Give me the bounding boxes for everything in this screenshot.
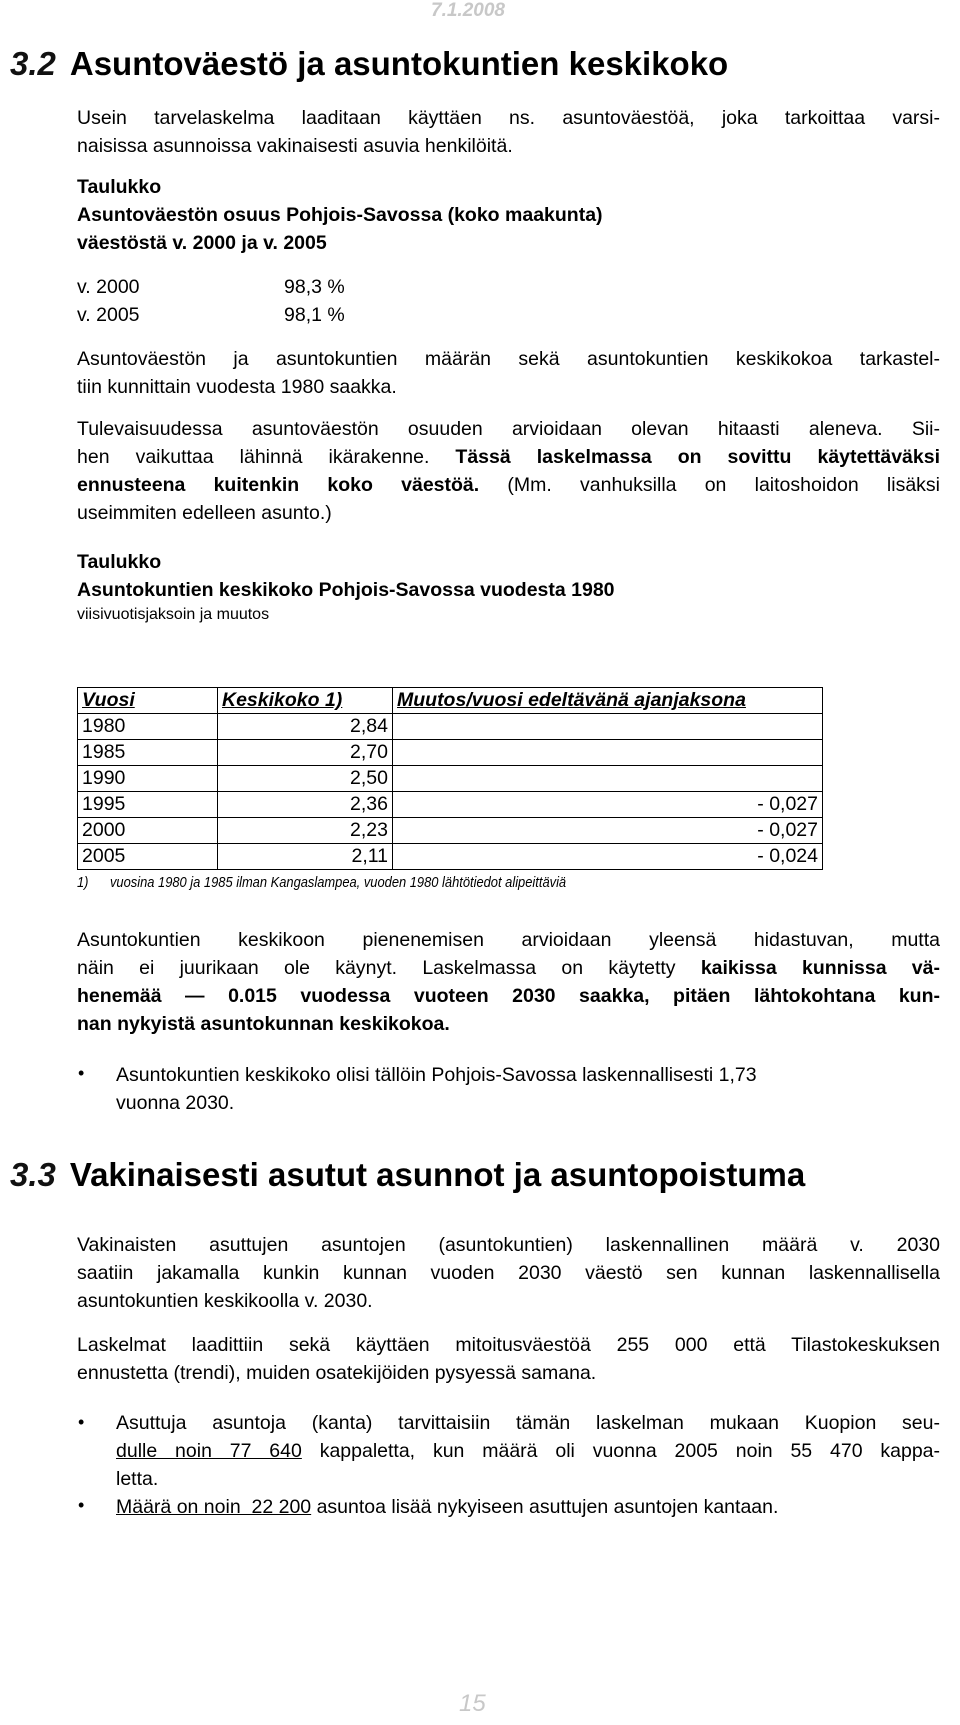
text-run: (Mm. vanhuksilla on laitoshoidon lisäksi: [479, 474, 941, 496]
bold-text-run: Tässä laskelmassa on sovittu käytettäväksi: [455, 446, 940, 468]
table-cell: - 0,024: [393, 844, 823, 870]
section-title: Asuntoväestö ja asuntokuntien keskikoko: [69, 45, 729, 82]
paragraph-line: useimmiten edelleen asunto.): [77, 502, 332, 524]
table-row: [78, 740, 823, 766]
share-value: 98,1 %: [284, 304, 345, 326]
bullet-line: letta.: [116, 1468, 159, 1490]
bullet-line: [116, 1437, 940, 1465]
table-row: [78, 844, 823, 870]
table-row: [78, 714, 823, 740]
paragraph-line: [77, 954, 940, 982]
section-heading-3-2: [10, 45, 728, 83]
paragraph-line: Tulevaisuudessa asuntoväestön osuuden arvioidaan olevan hitaasti aleneva. Sii-: [77, 418, 940, 440]
bold-text-run: kaikissa kunnissa vä-: [700, 957, 940, 979]
paragraph-line: tiin kunnittain vuodesta 1980 saakka.: [77, 376, 397, 398]
table-row: [78, 792, 823, 818]
table-cell: 1995: [78, 792, 218, 818]
table-cell: 2,50: [218, 766, 393, 792]
table-cell: 2000: [78, 818, 218, 844]
table-subtitle: viisivuotisjaksoin ja muutos: [77, 606, 270, 623]
underlined-text-run: dulle noin 77 640: [116, 1440, 302, 1462]
paragraph-line: ennustetta (trendi), muiden osatekijöiden pysyessä samana.: [77, 1362, 597, 1384]
table-title: väestöstä v. 2000 ja v. 2005: [77, 232, 327, 254]
table-cell: 2,70: [218, 740, 393, 766]
share-year: v. 2005: [77, 304, 140, 326]
table-row: [78, 766, 823, 792]
table-row: [78, 818, 823, 844]
table-cell: 2,36: [218, 792, 393, 818]
share-year: v. 2000: [77, 276, 140, 298]
table-cell: 1990: [78, 766, 218, 792]
section-title: Vakinaisesti asutut asunnot ja asuntopoistuma: [69, 1156, 806, 1193]
share-row-2000: [77, 273, 345, 301]
text-run: kappaletta, kun määrä oli vuonna 2005 noin 55 470 kappa-: [301, 1440, 941, 1462]
share-value: 98,3 %: [284, 276, 345, 298]
column-header: Muutos/vuosi edeltävänä ajanjaksona: [393, 688, 823, 714]
table-cell: 2,11: [218, 844, 393, 870]
paragraph-line: Vakinaisten asuttujen asuntojen (asuntokuntien) laskennallinen määrä v. 2030: [77, 1234, 940, 1256]
text-run: hen vaikuttaa lähinnä ikärakenne.: [77, 446, 456, 468]
table-title: Asuntokuntien keskikoko Pohjois-Savossa vuodesta 1980: [77, 579, 615, 601]
bullet-icon: •: [78, 1063, 85, 1083]
table-label: Taulukko: [77, 176, 162, 198]
table-cell: 1985: [78, 740, 218, 766]
section-heading-3-3: [10, 1156, 805, 1194]
table-cell: [393, 740, 823, 766]
bold-text-run: ennusteena kuitenkin koko väestöä.: [77, 474, 480, 496]
paragraph-line: Asuntoväestön ja asuntokuntien määrän sekä asuntokuntien keskikokoa tarkastel-: [77, 348, 940, 370]
bullet-line: Asuntokuntien keskikoko olisi tällöin Pohjois-Savossa laskennallisesti 1,73: [116, 1064, 757, 1086]
paragraph-line: naisissa asunnoissa vakinaisesti asuvia henkilöitä.: [77, 135, 513, 157]
bullet-icon: •: [78, 1495, 85, 1515]
column-header: Vuosi: [78, 688, 218, 714]
paragraph-line: asuntokuntien keskikoolla v. 2030.: [77, 1290, 373, 1312]
paragraph-line: saatiin jakamalla kunkin kunnan vuoden 2030 väestö sen kunnan laskennallisella: [77, 1262, 940, 1284]
section-number: 3.3: [10, 1156, 56, 1193]
paragraph-line: henemää — 0.015 vuodessa vuoteen 2030 saakka, pitäen lähtokohtana kun-: [77, 985, 940, 1007]
table-cell: [393, 766, 823, 792]
table-cell: 1980: [78, 714, 218, 740]
table-cell: 2,23: [218, 818, 393, 844]
bullet-line: Asuttuja asuntoja (kanta) tarvittaisiin tämän laskelman mukaan Kuopion seu-: [116, 1412, 940, 1434]
table-cell: - 0,027: [393, 818, 823, 844]
bullet-line: [116, 1493, 940, 1521]
table-header-row: [78, 688, 823, 714]
bullet-icon: •: [78, 1412, 85, 1432]
table-cell: [393, 714, 823, 740]
text-run: asuntoa lisää nykyiseen asuttujen asuntojen kantaan.: [311, 1496, 779, 1518]
table-cell: - 0,027: [393, 792, 823, 818]
paragraph-line: Asuntokuntien keskikoon pienenemisen arvioidaan yleensä hidastuvan, mutta: [77, 929, 940, 951]
paragraph-line: nan nykyistä asuntokunnan keskikokoa.: [77, 1013, 450, 1035]
paragraph-line: Usein tarvelaskelma laaditaan käyttäen ns. asuntoväestöä, joka tarkoittaa varsi-: [77, 107, 940, 129]
table-cell: 2005: [78, 844, 218, 870]
text-run: näin ei juurikaan ole käynyt. Laskelmassa on käytetty: [77, 957, 701, 979]
table-title: Asuntoväestön osuus Pohjois-Savossa (koko maakunta): [77, 204, 603, 226]
table-label: Taulukko: [77, 551, 162, 573]
column-header: Keskikoko 1): [218, 688, 393, 714]
table-footnote: 1) vuosina 1980 ja 1985 ilman Kangaslampea, vuoden 1980 lähtötiedot alipeittäviä: [77, 874, 567, 891]
table-cell: 2,84: [218, 714, 393, 740]
underlined-text-run: Määrä on noin 22 200: [116, 1496, 312, 1518]
section-number: 3.2: [10, 45, 56, 82]
page-number: 15: [459, 1690, 486, 1717]
household-size-table: [77, 687, 823, 870]
header-date: 7.1.2008: [431, 0, 505, 21]
paragraph-line: [77, 471, 940, 499]
paragraph-line: Laskelmat laadittiin sekä käyttäen mitoitusväestöä 255 000 että Tilastokeskuksen: [77, 1334, 940, 1356]
paragraph-line: [77, 443, 940, 471]
share-row-2005: [77, 301, 345, 329]
bullet-line: vuonna 2030.: [116, 1092, 235, 1114]
